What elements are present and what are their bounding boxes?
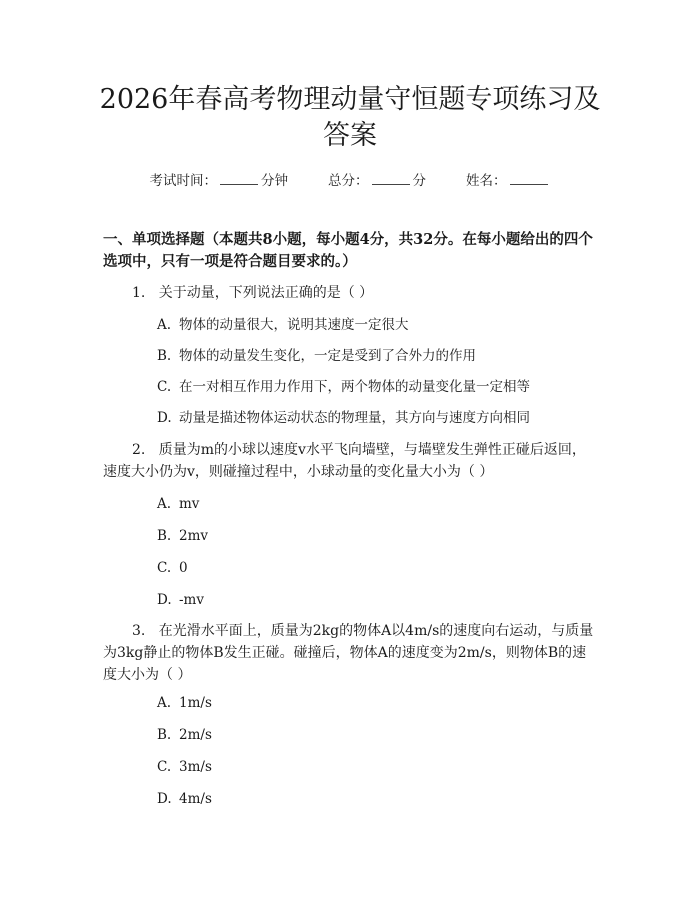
option-2c xyxy=(157,558,188,578)
option-text: 1m/s xyxy=(179,695,212,711)
exam-info-row xyxy=(0,169,700,189)
option-letter: B. xyxy=(157,348,172,364)
option-letter: D. xyxy=(157,592,172,608)
option-text: 在一对相互作用力作用下，两个物体的动量变化量一定相等 xyxy=(179,379,530,395)
option-text: 0 xyxy=(179,560,188,576)
option-2a xyxy=(157,494,199,514)
section-heading: 一、单项选择题（本题共8小题，每小题4分，共32分。在每小题给出的四个选项中，只有一项是符合题目要求的。） xyxy=(103,231,593,270)
exam-time-field xyxy=(150,169,289,189)
option-1a xyxy=(157,315,409,335)
option-text: 2m/s xyxy=(179,727,212,743)
option-text: 动量是描述物体运动状态的物理量，其方向与速度方向相同 xyxy=(179,410,530,426)
option-3d xyxy=(157,789,212,809)
option-3a xyxy=(157,693,212,713)
option-text: mv xyxy=(179,496,200,512)
question-2 xyxy=(103,439,599,483)
option-text: -mv xyxy=(179,592,204,608)
option-1b xyxy=(157,346,476,366)
option-letter: B. xyxy=(157,727,172,743)
total-score-blank xyxy=(372,170,410,185)
question-number: 3. xyxy=(132,623,146,639)
option-letter: C. xyxy=(157,379,172,395)
total-score-field xyxy=(328,169,426,189)
option-1c xyxy=(157,377,530,397)
option-letter: A. xyxy=(157,695,172,711)
page-title: 2026年春高考物理动量守恒题专项练习及答案 xyxy=(99,84,601,151)
option-letter: D. xyxy=(157,410,172,426)
option-3b xyxy=(157,725,212,745)
option-2d xyxy=(157,590,204,610)
option-letter: B. xyxy=(157,528,172,544)
name-field xyxy=(466,169,551,189)
option-letter: C. xyxy=(157,759,172,775)
option-3c xyxy=(157,757,212,777)
option-letter: A. xyxy=(157,496,172,512)
exam-time-unit: 分钟 xyxy=(261,173,288,189)
option-text: 4m/s xyxy=(179,791,212,807)
question-stem: 关于动量，下列说法正确的是（ ） xyxy=(158,285,374,301)
exam-time-blank xyxy=(220,170,258,185)
question-1 xyxy=(132,282,602,304)
name-label: 姓名： xyxy=(466,173,507,189)
option-text: 3m/s xyxy=(179,759,212,775)
question-number: 2. xyxy=(132,442,146,458)
question-stem: 在光滑水平面上，质量为2kg的物体A以4m/s的速度向右运动，与质量为3kg静止的物体B发生正碰。碰撞后，物体A的速度变为2m/s，则物体B的速度大小为（ ） xyxy=(103,623,594,683)
option-text: 物体的动量发生变化，一定是受到了合外力的作用 xyxy=(179,348,476,364)
name-blank xyxy=(510,170,548,185)
option-letter: C. xyxy=(157,560,172,576)
option-1d xyxy=(157,408,530,428)
option-letter: D. xyxy=(157,791,172,807)
question-stem: 质量为m的小球以速度v水平飞向墙壁，与墙壁发生弹性正碰后返回，速度大小仍为v，则碰撞过程中，小球动量的变化量大小为（ ） xyxy=(103,442,586,480)
exam-time-label: 考试时间： xyxy=(149,173,217,189)
question-3 xyxy=(103,620,599,686)
total-score-label: 总分： xyxy=(328,173,369,189)
total-score-unit: 分 xyxy=(412,173,426,189)
option-letter: A. xyxy=(157,317,172,333)
option-text: 物体的动量很大，说明其速度一定很大 xyxy=(179,317,409,333)
option-2b xyxy=(157,526,208,546)
option-text: 2mv xyxy=(179,528,209,544)
question-number: 1. xyxy=(132,285,146,301)
